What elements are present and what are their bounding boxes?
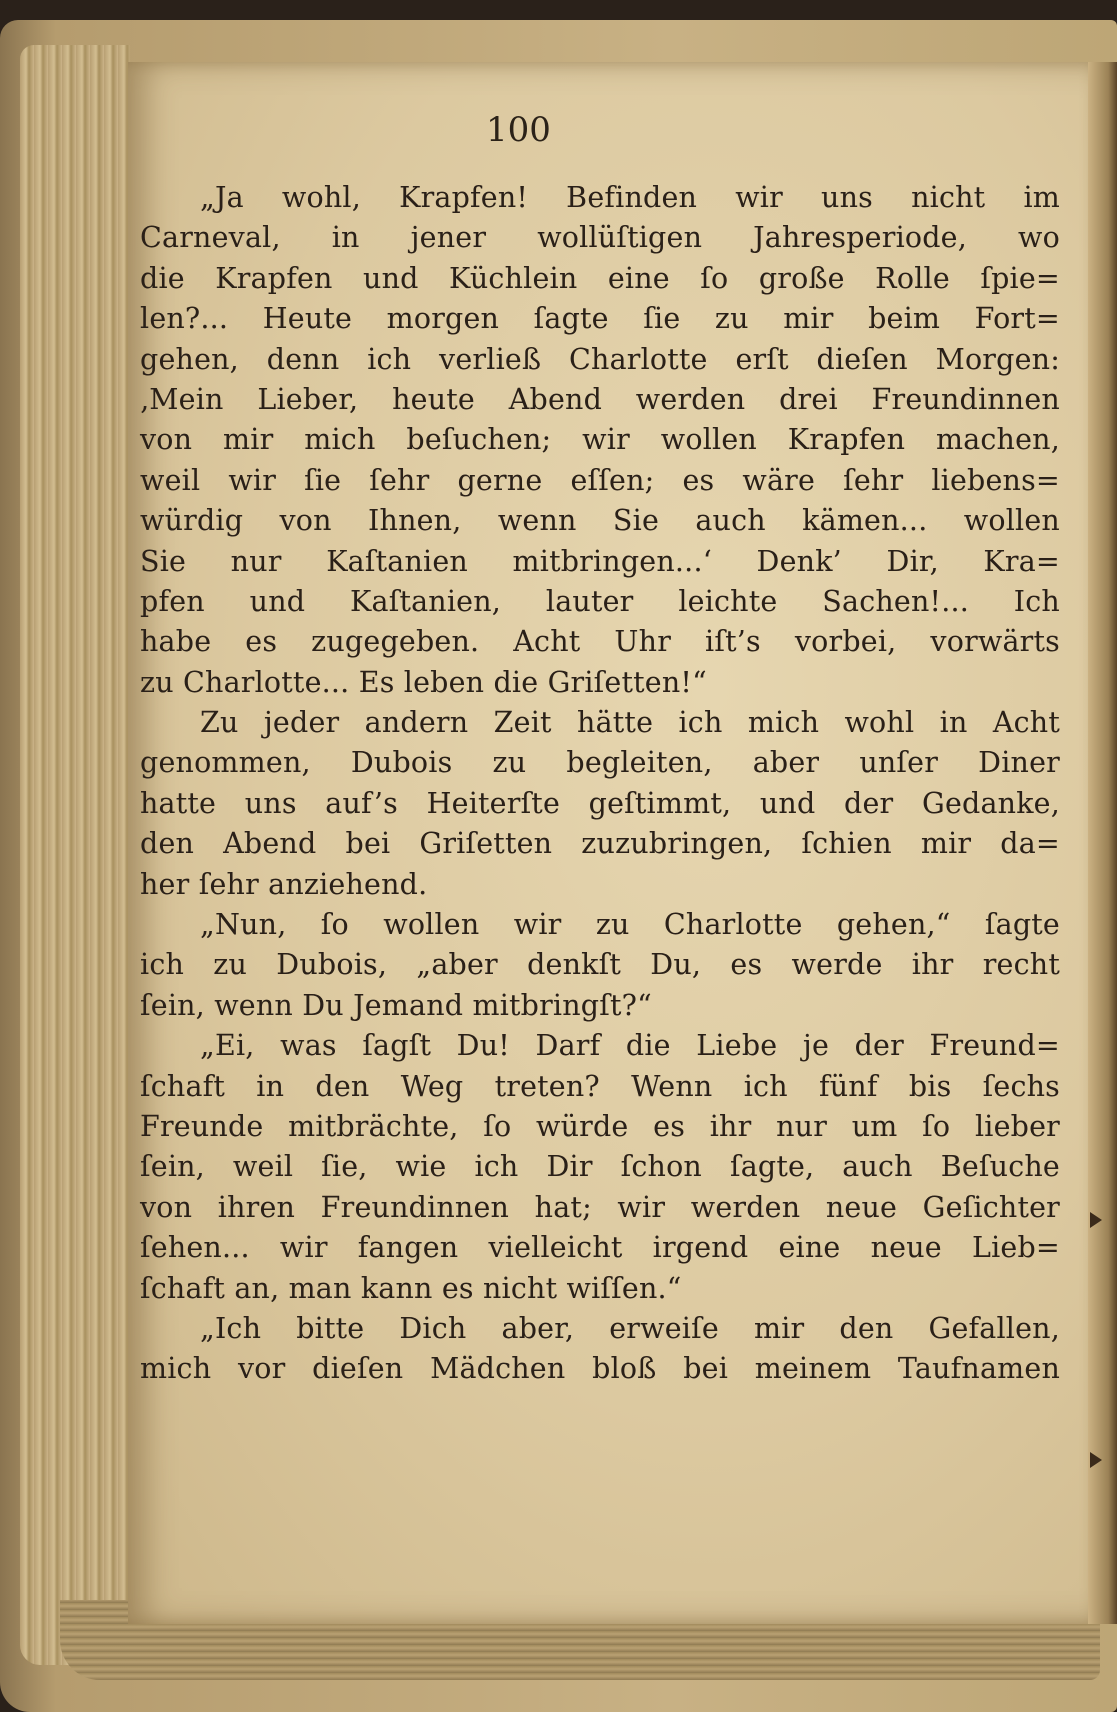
text-line: ſein, wenn Du Jemand mitbringſt?“ [140,988,652,1022]
text-line: ‚Mein Lieber, heute Abend werden drei Freundinnen [140,382,1060,416]
text-line: Freunde mitbrächte, ſo würde es ihr nur um ſo lieber [140,1109,1060,1143]
text-line: ſchaft in den Weg treten? Wenn ich fünf bis ſechs [140,1069,1060,1103]
text-line: „Ich bitte Dich aber, erweiſe mir den Gefallen, [200,1311,1060,1345]
body-text [140,178,1060,1390]
text-line: von mir mich beſuchen; wir wollen Krapfen machen, [140,423,1060,457]
text-line: Sie nur Kaſtanien mitbringen...‘ Denk’ Dir, Kra= [140,544,1060,578]
text-line: weil wir ſie ſehr gerne eſſen; es wäre ſehr liebens= [140,463,1060,497]
page-stack-left [20,45,130,1665]
page-number: 100 [486,110,551,150]
text-line: pfen und Kaſtanien, lauter leichte Sachen!... Ich [140,584,1060,618]
text-line: genommen, Dubois zu begleiten, aber unſer Diner [140,746,1060,780]
text-line: „Nun, ſo wollen wir zu Charlotte gehen,“ ſagte [200,908,1060,942]
text-line: „Ja wohl, Krapfen! Befinden wir uns nicht im [200,181,1060,214]
text-line: Zu jeder andern Zeit hätte ich mich wohl in Acht [200,706,1060,740]
text-line: hatte uns auf’s Heiterſte geſtimmt, und der Gedanke, [140,786,1060,820]
text-line: habe es zugegeben. Acht Uhr iſt’s vorbei, vorwärts [140,625,1060,659]
text-line: her ſehr anziehend. [140,867,428,901]
text-line: „Ei, was ſagſt Du! Darf die Liebe je der Freund= [200,1029,1060,1063]
text-line: die Krapfen und Küchlein eine ſo große Rolle ſpie= [140,261,1060,295]
text-line: mich vor dieſen Mädchen bloß bei meinem Taufnamen [140,1352,1060,1386]
text-line: Carneval, in jener wollüſtigen Jahresperiode, wo [140,221,1060,255]
bookmark-tab-marker [1090,1212,1102,1228]
text-line: ich zu Dubois, „aber denkſt Du, es werde ihr recht [140,948,1060,982]
text-line: gehen, denn ich verließ Charlotte erſt dieſen Morgen: [140,342,1060,376]
text-line: ſchaft an, man kann es nicht wiſſen.“ [140,1271,682,1305]
text-line: zu Charlotte... Es leben die Griſetten!“ [140,665,707,699]
text-line: ſehen... wir fangen vielleicht irgend eine neue Lieb= [140,1231,1060,1265]
text-line: ſein, weil ſie, wie ich Dir ſchon ſagte, auch Beſuche [140,1150,1060,1184]
book-spine-edge [1088,62,1117,1624]
text-line: würdig von Ihnen, wenn Sie auch kämen... wollen [140,504,1060,538]
text-line: von ihren Freundinnen hat; wir werden neue Geſichter [140,1190,1060,1224]
bookmark-tab-marker [1090,1452,1102,1468]
text-line: len?... Heute morgen ſagte ſie zu mir beim Fort= [140,302,1060,336]
text-line: den Abend bei Griſetten zuzubringen, ſchien mir da= [140,827,1060,861]
